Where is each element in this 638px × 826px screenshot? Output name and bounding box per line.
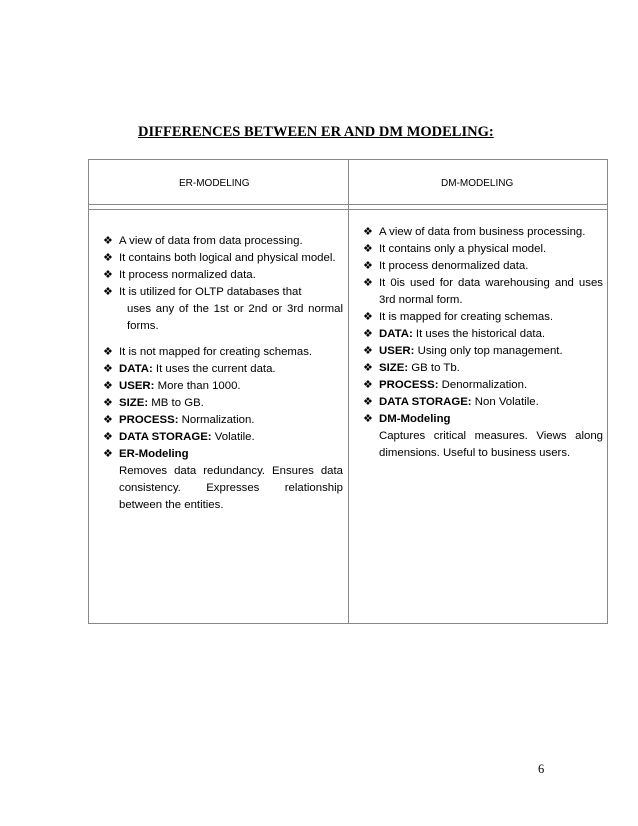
diamond-bullet-icon: ❖ <box>363 311 373 323</box>
diamond-bullet-icon: ❖ <box>363 396 373 408</box>
list-item: ❖ It 0is used for data warehousing and uses 3rd normal form. <box>363 277 603 306</box>
diamond-bullet-icon: ❖ <box>363 260 373 272</box>
list-item: ❖ SIZE: MB to GB. <box>103 395 343 412</box>
list-item: ❖ It is mapped for creating schemas. <box>363 309 603 326</box>
list-item: ❖ DATA STORAGE: Non Volatile. <box>363 394 603 411</box>
diamond-bullet-icon: ❖ <box>103 431 113 443</box>
list-item: ❖ PROCESS: Normalization. <box>103 412 343 429</box>
list-item: ❖ A view of data from business processing. <box>363 224 603 241</box>
list-item: ❖ DATA: It uses the current data. <box>103 361 343 378</box>
header-dm-modeling: DM-MODELING <box>441 178 514 189</box>
diamond-bullet-icon: ❖ <box>363 226 373 238</box>
list-item: ❖ PROCESS: Denormalization. <box>363 377 603 394</box>
diamond-bullet-icon: ❖ <box>103 397 113 409</box>
er-modeling-column <box>103 233 343 514</box>
list-item: ❖ It is not mapped for creating schemas. <box>103 344 343 361</box>
list-item: ❖ DM-Modeling Captures critical measures. Views along dimensions. Useful to business users. <box>363 413 603 459</box>
list-item: ❖ It contains both logical and physical model. <box>103 250 343 267</box>
diamond-bullet-icon: ❖ <box>103 252 113 264</box>
page-title: DIFFERENCES BETWEEN ER AND DM MODELING: <box>138 124 494 140</box>
diamond-bullet-icon: ❖ <box>103 414 113 426</box>
diamond-bullet-icon: ❖ <box>103 235 113 247</box>
diamond-bullet-icon: ❖ <box>363 379 373 391</box>
diamond-bullet-icon: ❖ <box>103 346 113 358</box>
diamond-bullet-icon: ❖ <box>363 362 373 374</box>
comparison-table <box>88 159 608 624</box>
diamond-bullet-icon: ❖ <box>363 345 373 357</box>
list-item: ❖ DATA STORAGE: Volatile. <box>103 429 343 446</box>
list-item: ❖ It process denormalized data. <box>363 258 603 275</box>
list-item: ❖ ER-Modeling Removes data redundancy. Ensures data consistency. Expresses relationship between the entities. <box>103 448 343 511</box>
diamond-bullet-icon: ❖ <box>363 243 373 255</box>
diamond-bullet-icon: ❖ <box>363 328 373 340</box>
diamond-bullet-icon: ❖ <box>363 413 373 425</box>
header-er-modeling: ER-MODELING <box>179 178 250 189</box>
diamond-bullet-icon: ❖ <box>103 269 113 281</box>
list-item: ❖ It is utilized for OLTP databases that uses any of the 1st or 2nd or 3rd normal forms. <box>103 286 343 332</box>
diamond-bullet-icon: ❖ <box>363 277 373 289</box>
diamond-bullet-icon: ❖ <box>103 380 113 392</box>
dm-modeling-column <box>363 224 603 462</box>
list-item: ❖ SIZE: GB to Tb. <box>363 360 603 377</box>
page-number: 6 <box>538 762 545 776</box>
diamond-bullet-icon: ❖ <box>103 363 113 375</box>
list-item: ❖ A view of data from data processing. <box>103 233 343 250</box>
list-item: ❖ USER: More than 1000. <box>103 378 343 395</box>
diamond-bullet-icon: ❖ <box>103 448 113 460</box>
list-item: ❖ USER: Using only top management. <box>363 343 603 360</box>
list-item: ❖ DATA: It uses the historical data. <box>363 326 603 343</box>
list-item: ❖ It process normalized data. <box>103 267 343 284</box>
column-divider <box>348 160 349 623</box>
diamond-bullet-icon: ❖ <box>103 286 113 298</box>
list-item: ❖ It contains only a physical model. <box>363 241 603 258</box>
